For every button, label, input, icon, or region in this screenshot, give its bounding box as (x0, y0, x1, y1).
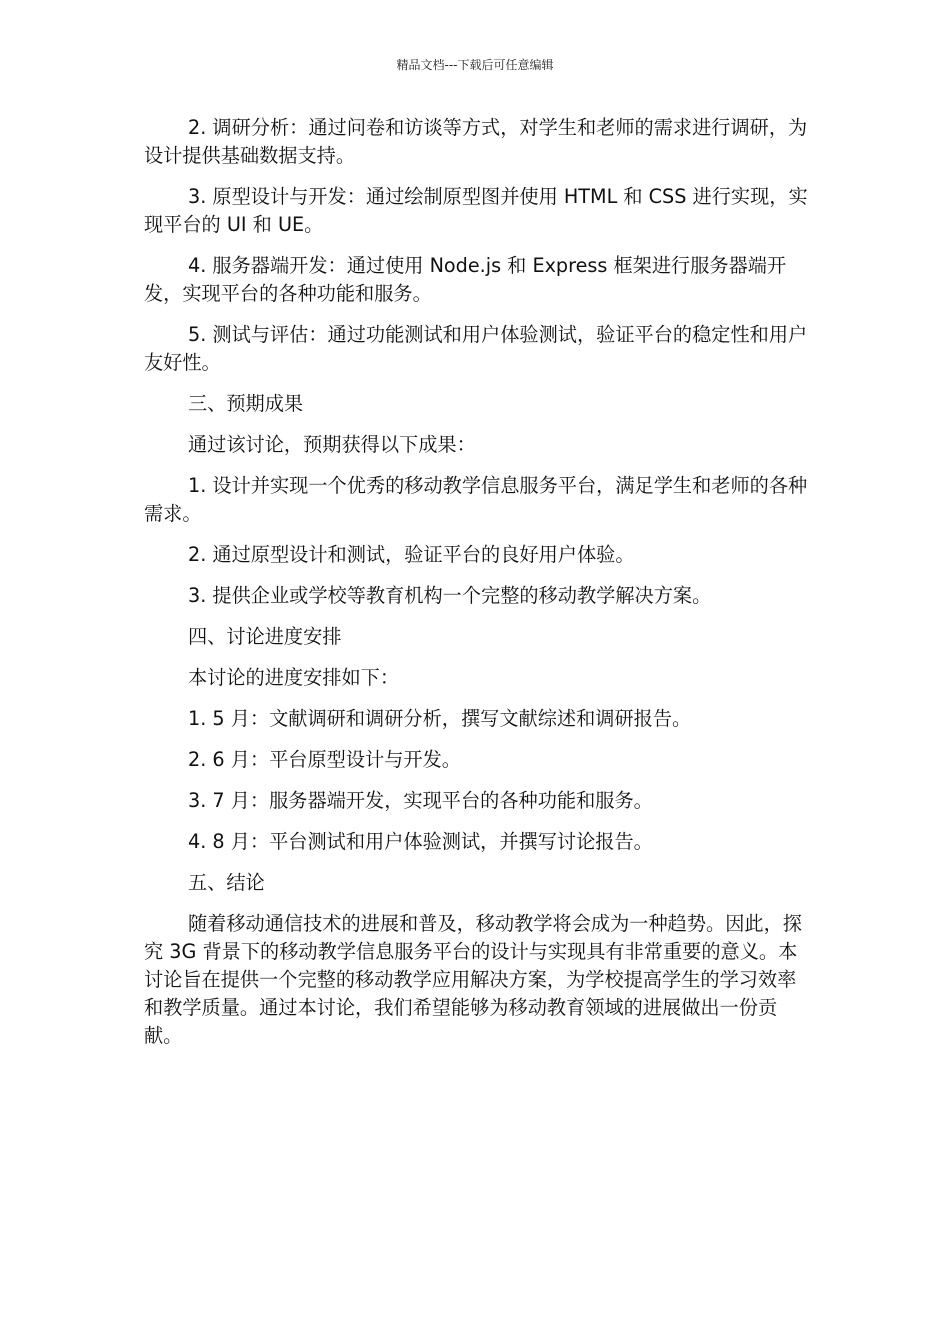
paragraph-results-intro: 通过该讨论，预期获得以下成果： (188, 433, 476, 456)
document-body (144, 114, 808, 1063)
paragraph-method-5: 5. 测试与评估：通过功能测试和用户体验测试，验证平台的稳定性和用户友好性。 (144, 323, 808, 374)
paragraph-method-4: 4. 服务器端开发：通过使用 Node.js 和 Express 框架进行服务器端开发，实现平台的各种功能和服务。 (144, 254, 787, 305)
section-heading-schedule: 四、讨论进度安排 (188, 625, 342, 648)
paragraph-schedule-2: 2. 6 月：平台原型设计与开发。 (188, 748, 461, 771)
paragraph-conclusion: 随着移动通信技术的进展和普及，移动教学将会成为一种趋势。因此，探究 3G 背景下的移动教学信息服务平台的设计与实现具有非常重要的意义。本讨论旨在提供一个完整的移动教学应用解决方案，为学校提高学生的学习效率和教学质量。通过本讨论，我们希望能够为移动教育领域的进展做出一份贡献。 (144, 912, 802, 1047)
paragraph-result-1: 1. 设计并实现一个优秀的移动教学信息服务平台，满足学生和老师的各种需求。 (144, 474, 808, 525)
paragraph-method-2: 2. 调研分析：通过问卷和访谈等方式，对学生和老师的需求进行调研，为设计提供基础数据支持。 (144, 116, 808, 167)
paragraph-schedule-intro: 本讨论的进度安排如下： (188, 666, 400, 689)
paragraph-schedule-1: 1. 5 月：文献调研和调研分析，撰写文献综述和调研报告。 (188, 707, 692, 730)
paragraph-result-3: 3. 提供企业或学校等教育机构一个完整的移动教学解决方案。 (188, 584, 712, 607)
paragraph-method-3: 3. 原型设计与开发：通过绘制原型图并使用 HTML 和 CSS 进行实现，实现平台的 UI 和 UE。 (144, 185, 808, 236)
page-header: 精品文档---下载后可任意编辑 (396, 58, 554, 72)
paragraph-schedule-3: 3. 7 月：服务器端开发，实现平台的各种功能和服务。 (188, 789, 653, 812)
section-heading-expected-results: 三、预期成果 (188, 392, 304, 415)
section-heading-conclusion: 五、结论 (188, 871, 265, 894)
paragraph-result-2: 2. 通过原型设计和测试，验证平台的良好用户体验。 (188, 543, 635, 566)
paragraph-schedule-4: 4. 8 月：平台测试和用户体验测试，并撰写讨论报告。 (188, 830, 653, 853)
